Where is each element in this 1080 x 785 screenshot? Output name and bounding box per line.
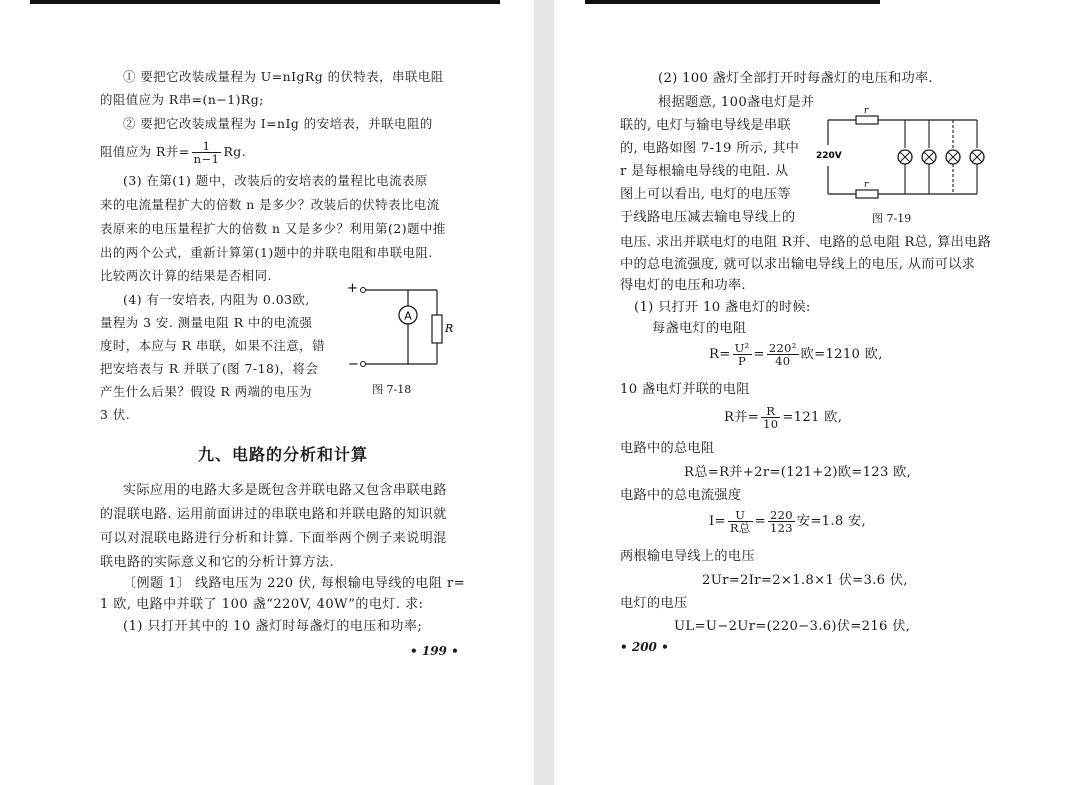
text-line: 得电灯的电压和功率. (620, 278, 746, 293)
terminal-plus (361, 288, 366, 293)
figure-7-19 (816, 108, 986, 208)
ammeter-label: A (404, 309, 412, 323)
page-number: • 199 • (410, 644, 459, 658)
text-line: 的, 电路如图 7-19 所示, 其中 (620, 141, 800, 156)
fraction: $\frac{1}{n-1}$ (193, 139, 220, 166)
figure-caption: 图 7-18 (372, 383, 412, 396)
text-line: (4) 有一安培表, 内阻为 0.03欧, (123, 292, 310, 307)
text-line: 来的电流量程扩大的倍数 n 是多少？改装后的伏特表比电流 (100, 197, 440, 212)
line-resistor-top (856, 116, 878, 124)
minus-terminal-label: − (348, 357, 359, 372)
lamp-branch (970, 120, 984, 194)
text-line: 电路中的总电阻 (620, 441, 715, 456)
lamp-branch (922, 120, 936, 194)
text-line: 于线路电压减去输电导线上的 (620, 210, 796, 225)
text-line: 实际应用的电路大多是既包含并联电路又包含串联电路 (123, 483, 448, 498)
equation-line: 2Ur=2Ir=2×1.8×1 伏=3.6 伏, (702, 573, 908, 588)
formula-suffix: Rg. (223, 144, 247, 159)
text-line: 比较两次计算的结果是否相同. (100, 268, 273, 283)
text-line: 中的总电流强度, 就可以求出输电导线上的电压, 从而可以求 (620, 257, 976, 272)
resistor-r (432, 315, 442, 343)
text-line: ② 要把它改装成量程为 I=nIg 的安培表，并联电阻的 (123, 116, 433, 131)
equation-line: R= $\frac{\text{U²}}{P}$ = $\frac{\text{220²}}{40}$ 欧=1210 欧, (709, 341, 883, 368)
text-line: 根据题意, 100盏电灯是并 (658, 95, 815, 110)
resistor-top-label: r (864, 106, 869, 116)
text-line: 电灯的电压 (620, 596, 688, 611)
text-line: 图上可以看出, 电灯的电压等 (620, 187, 791, 202)
equation-line: I= $\frac{U}{\text{R总}}$ = $\frac{220}{123}$ 安=1.8 安, (709, 508, 867, 535)
text-line: (3) 在第(1) 题中，改装后的安培表的量程比电流表原 (123, 173, 428, 188)
page-199 (0, 0, 534, 785)
text-line: (2) 100 盏灯全部打开时每盏灯的电压和功率. (658, 71, 933, 86)
fraction: $\frac{\text{U²}}{P}$ (734, 341, 750, 368)
text-line: 联的, 电灯与输电导线是串联 (620, 118, 791, 133)
text-line: 电路中的总电流强度 (620, 488, 742, 503)
figure-caption: 图 7-19 (872, 212, 912, 225)
plus-terminal-label: + (347, 281, 358, 296)
line-resistor-bottom (856, 190, 878, 198)
text-line: 的混联电路. 运用前面讲过的串联电路和并联电路的知识就 (100, 507, 447, 522)
text-line: 可以对混联电路进行分析和计算. 下面举两个例子来说明混 (100, 531, 447, 546)
terminal-minus (361, 362, 366, 367)
resistor-label: R (445, 322, 454, 335)
equation-line: R并= $\frac{R}{10}$ =121 欧, (724, 404, 843, 431)
text-line: 3 伏. (100, 407, 131, 422)
formula-prefix: 阻值应为 R并= (100, 144, 190, 159)
text-line: 的阻值应为 R串=(n−1)Rg; (100, 92, 264, 107)
text-line: 度时，本应与 R 串联，如果不注意，错 (100, 338, 325, 353)
text-line: 10 盏电灯并联的电阻 (620, 382, 750, 397)
book-gutter (534, 0, 554, 785)
fraction: $\frac{\text{220²}}{40}$ (768, 341, 797, 368)
fraction: $\frac{220}{123}$ (769, 508, 793, 535)
text-line: (1) 只打开 10 盏电灯的时候: (634, 300, 811, 315)
voltage-label: 220V (816, 151, 842, 161)
text-line: 表原来的电压量程扩大的倍数 n 又是多少？利用第(2)题中推 (100, 221, 446, 236)
lamp-branch (898, 120, 912, 194)
equation-line: UL=U−2Ur=(220−3.6)伏=216 伏, (674, 619, 911, 634)
page-200 (554, 0, 1080, 785)
section-heading: 九、电路的分析和计算 (198, 445, 369, 464)
formula-line (100, 140, 246, 165)
lamp-branch (946, 120, 960, 194)
text-line: 把安培表与 R 并联了(图 7-18)，将会 (100, 361, 319, 376)
text-line: 两根输电导线上的电压 (620, 549, 755, 564)
text-line: 出的两个公式，重新计算第(1)题中的并联电阻和串联电阻. (100, 245, 433, 260)
text-line: 量程为 3 安. 测量电阻 R 中的电流强 (100, 315, 313, 330)
text-line: ① 要把它改装成量程为 U=nIgRg 的伏特表，串联电阻 (123, 69, 444, 84)
text-line: 每盏电灯的电阻 (652, 321, 747, 336)
figure-7-18 (345, 282, 455, 382)
text-line: 联电路的实际意义和它的分析计算方法. (100, 555, 335, 570)
text-line: r 是每根输电导线的电阻. 从 (620, 164, 789, 179)
text-line: 1 欧, 电路中并联了 100 盏“220V, 40W”的电灯. 求: (100, 597, 424, 612)
text-line: 电压. 求出并联电灯的电阻 R并、电路的总电阻 R总, 算出电路 (620, 235, 992, 250)
text-line: (1) 只打开其中的 10 盏灯时每盏灯的电压和功率; (123, 619, 423, 634)
fraction: $\frac{U}{\text{R总}}$ (729, 508, 751, 535)
equation-line: R总=R并+2r=(121+2)欧=123 欧, (684, 465, 912, 480)
text-line: 产生什么后果？假设 R 两端的电压为 (100, 384, 313, 399)
page-number: • 200 • (620, 640, 669, 654)
example-heading: 〔例题 1〕 线路电压为 220 伏, 每根输电导线的电阻 r= (123, 576, 466, 591)
fraction: $\frac{R}{10}$ (763, 404, 779, 431)
resistor-bottom-label: r (864, 180, 869, 190)
